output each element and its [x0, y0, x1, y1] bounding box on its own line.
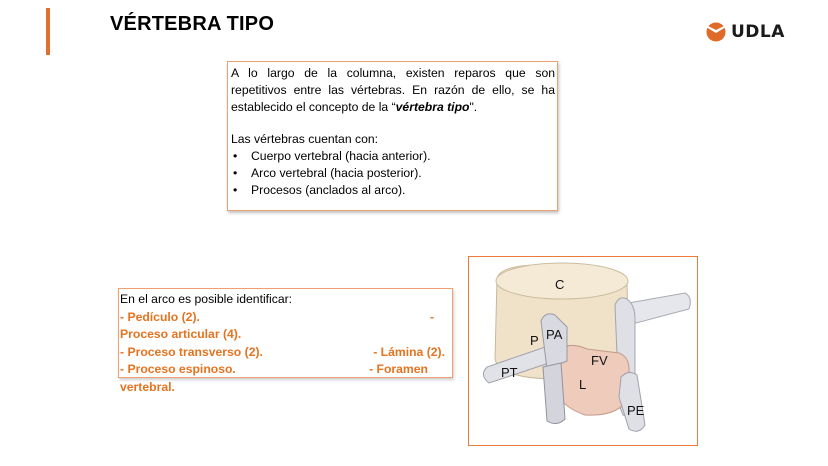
pediculo-item: - Pedículo (2).	[120, 309, 200, 324]
list-item: • Cuerpo vertebral (hacia anterior).	[231, 148, 555, 165]
page-title: VÉRTEBRA TIPO	[110, 13, 275, 35]
foramen-continuation: vertebral.	[120, 379, 175, 394]
intro-paragraph	[231, 65, 555, 115]
list-intro: Las vértebras cuentan con:	[231, 132, 379, 147]
vertebra-parts-list	[231, 148, 555, 198]
label-c: C	[555, 277, 565, 292]
vertebra-illustration	[469, 257, 697, 445]
vertebra-figure	[468, 256, 698, 446]
list-item: • Procesos (anclados al arco).	[231, 182, 555, 199]
proceso-transverso-item: - Proceso transverso (2).	[120, 344, 263, 359]
dash-item: -	[429, 309, 434, 324]
vertebra-tipo-description	[227, 61, 558, 211]
label-p: P	[530, 333, 539, 348]
intro-end: ".	[469, 99, 478, 114]
proceso-articular-item: Proceso articular (4).	[120, 327, 242, 342]
proceso-espinoso-item: - Proceso espinoso.	[120, 362, 236, 377]
label-pt: PT	[501, 365, 518, 380]
arch-parts-text	[120, 291, 450, 397]
label-pa: PA	[546, 327, 563, 342]
label-l: L	[579, 377, 587, 392]
intro-text: A lo largo de la columna, existen reparos que son repetitivos entre las vértebras. En razón de ello, se ha establecido el concepto de la “	[231, 66, 555, 114]
intro-emphasis: vértebra tipo	[395, 99, 470, 114]
label-fv: FV	[591, 353, 608, 368]
inferior-articular-process	[543, 363, 565, 424]
arch-heading: En el arco es posible identificar:	[120, 292, 293, 306]
lamina-item: - Lámina (2).	[373, 344, 445, 359]
title-accent-bar	[46, 8, 50, 55]
spinous-process	[619, 372, 645, 431]
logo-text: UDLA	[731, 22, 785, 42]
label-pe: PE	[627, 403, 645, 418]
list-item: • Arco vertebral (hacia posterior).	[231, 165, 555, 182]
udla-logo-icon	[704, 22, 728, 42]
foramen-item: - Foramen	[369, 362, 428, 377]
udla-logo	[704, 20, 785, 44]
